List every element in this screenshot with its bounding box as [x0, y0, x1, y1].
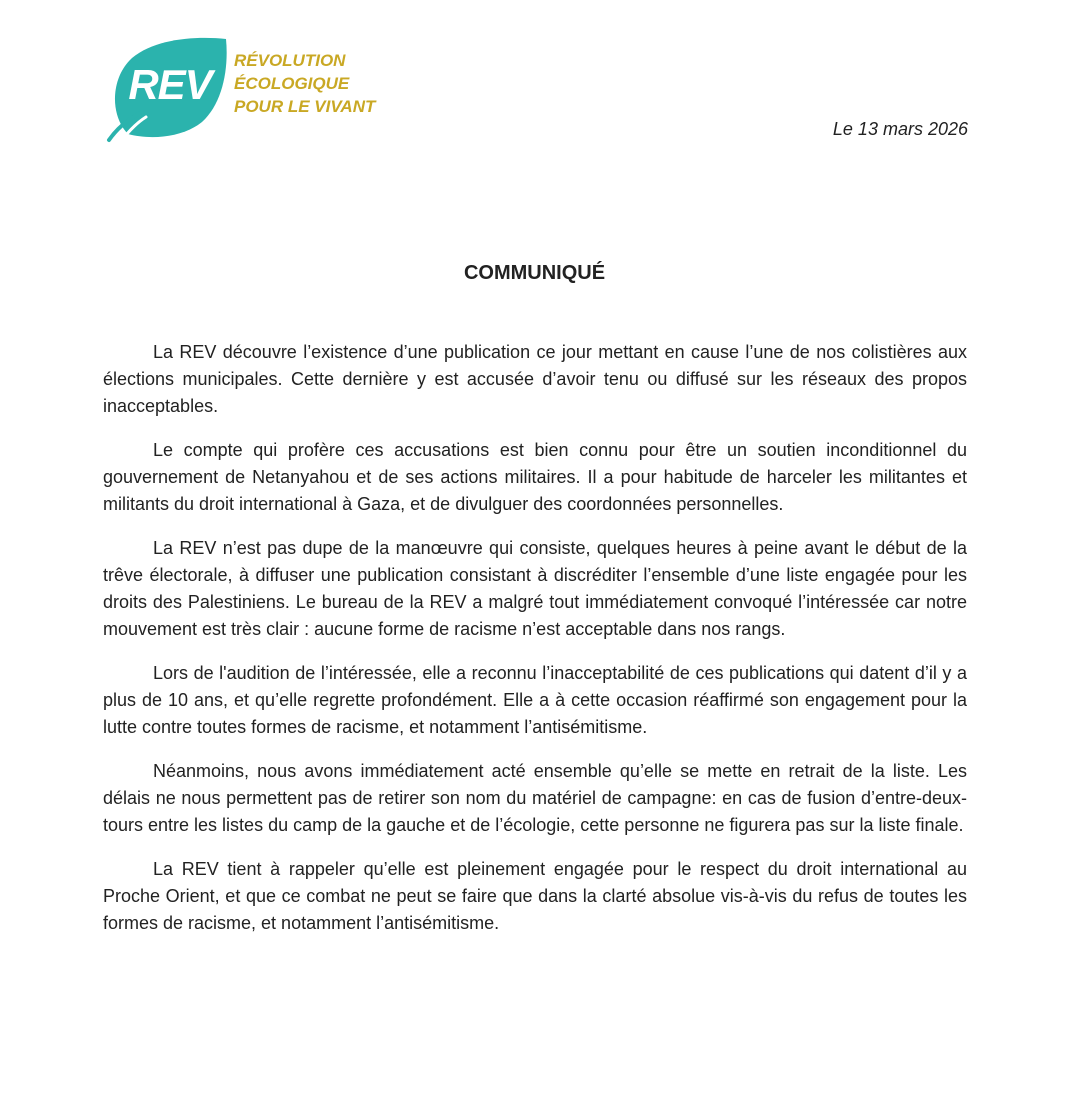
document-body: [103, 339, 967, 954]
logo-line-3: POUR LE VIVANT: [234, 97, 376, 116]
paragraph: Le compte qui profère ces accusations est bien connu pour être un soutien inconditionnel du gouvernement de Netanyahou et de ses actions militaires. Il a pour habitude de harceler les militantes et militants du droit international à Gaza, et de divulguer des coordonnées personnelles.: [103, 440, 967, 514]
rev-logo: [106, 34, 386, 144]
document-title: COMMUNIQUÉ: [463, 262, 606, 284]
paragraph: La REV n’est pas dupe de la manœuvre qui consiste, quelques heures à peine avant le début de la trêve électorale, à diffuser une publication consistant à discréditer l’ensemble d’une liste engagée pour les droits des Palestiniens. Le bureau de la REV a malgré tout immédiatement convoqué l’intéressée car notre mouvement est très clair : aucune forme de racisme n’est acceptable dans nos rangs.: [103, 538, 967, 639]
logo-wordmark: [234, 49, 375, 118]
logo-line-2: ÉCOLOGIQUE: [234, 74, 350, 93]
paragraph: La REV tient à rappeler qu’elle est pleinement engagée pour le respect du droit international au Proche Orient, et que ce combat ne peut se faire que dans la clarté absolue vis-à-vis du refus de toutes les formes de racisme, et notamment l’antisémitisme.: [103, 859, 967, 933]
paragraph: La REV découvre l’existence d’une publication ce jour mettant en cause l’une de nos colistières aux élections municipales. Cette dernière y est accusée d’avoir tenu ou diffusé sur les réseaux des propos inacceptables.: [103, 342, 967, 416]
paragraph: Lors de l'audition de l’intéressée, elle a reconnu l’inacceptabilité de ces publications qui datent d’il y a plus de 10 ans, et qu’elle regrette profondément. Elle a à cette occasion réaffirmé son engagement pour la lutte contre toutes formes de racisme, et notamment l’antisémitisme.: [103, 663, 967, 737]
logo-abbreviation: REV: [128, 61, 212, 108]
logo-line-1: RÉVOLUTION: [234, 51, 346, 70]
document-date: Le 13 mars 2026: [832, 119, 968, 139]
paragraph: Néanmoins, nous avons immédiatement acté ensemble qu’elle se mette en retrait de la liste. Les délais ne nous permettent pas de retirer son nom du matériel de campagne: en cas de fusion d’entre-deux-tours entre les listes du camp de la gauche et de l’écologie, cette personne ne figurera pas sur la liste finale.: [103, 761, 967, 835]
